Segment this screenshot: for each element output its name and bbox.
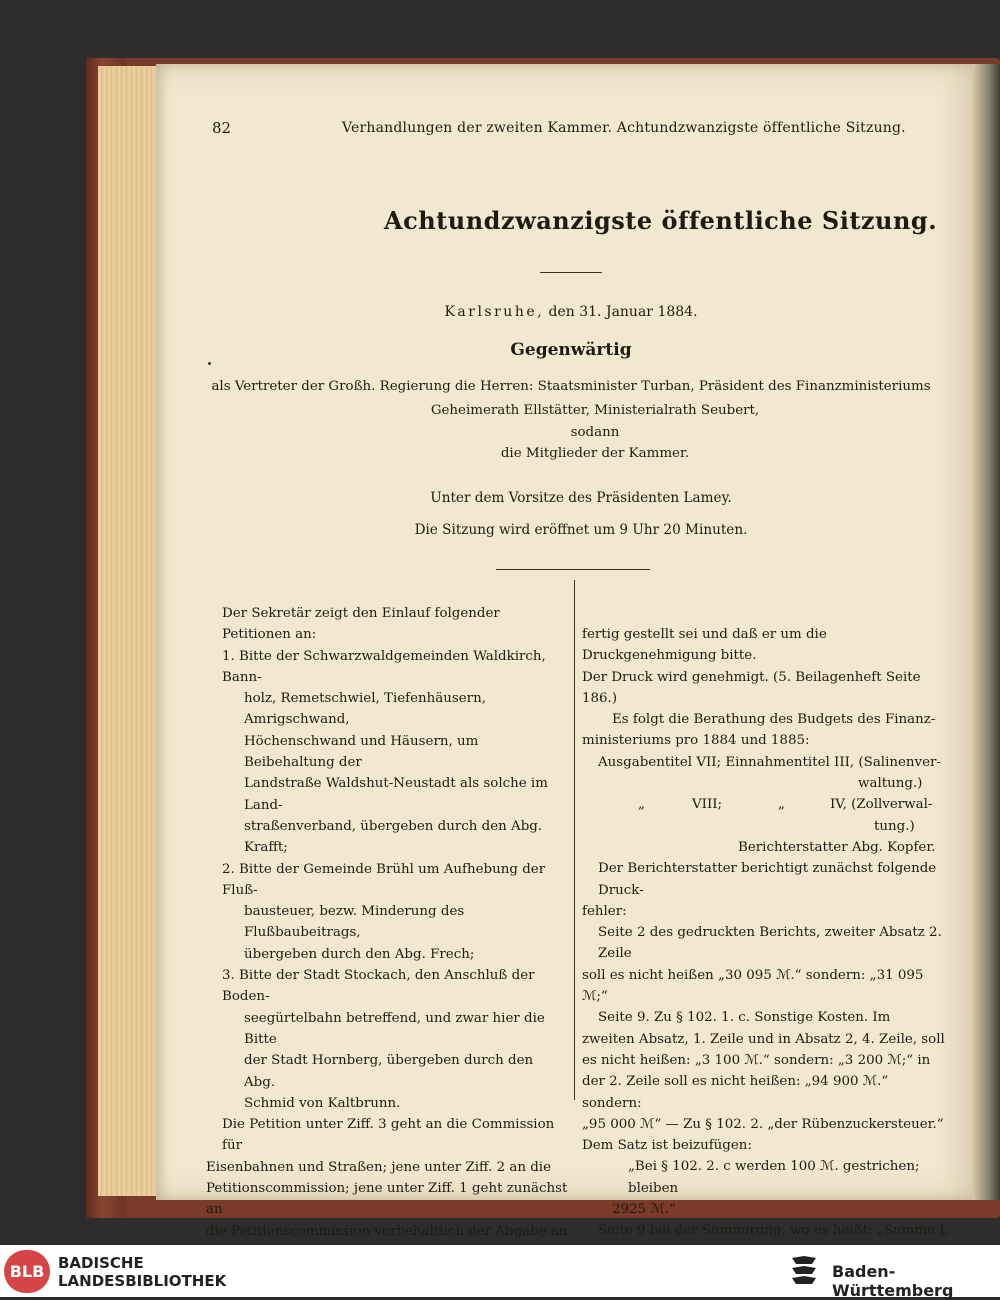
date-place: Karlsruhe,	[444, 304, 545, 320]
petition-1-line: Landstraße Waldshut-Neustadt als solche im Land-	[244, 776, 548, 813]
petition-1-line: holz, Remetschwiel, Tiefenhäusern, Amrigschwand,	[244, 691, 486, 728]
reporter-line: Berichterstatter Abg. Kopfer.	[738, 839, 936, 855]
text-line: „95 000 ℳ“ — Zu § 102. 2. „der Rübenzuckersteuer.“	[582, 1116, 944, 1132]
text-line: Dem Satz ist beizufügen:	[582, 1138, 752, 1154]
page-number: 82	[212, 119, 232, 137]
text-line: der 2. Zeile soll es nicht heißen: „94 900 ℳ.“ sondern:	[582, 1074, 889, 1111]
ditto-mark: „	[638, 797, 645, 813]
running-header: Verhandlungen der zweiten Kammer. Achtundzwanzigste öffentliche Sitzung.	[342, 120, 906, 136]
text-line: fehler:	[582, 903, 627, 919]
present-line-1: als Vertreter der Großh. Regierung die Herren: Staatsminister Turban, Präsident des Finanzministeriums	[211, 379, 931, 394]
petition-3-line: der Stadt Hornberg, übergeben durch den Abg.	[244, 1053, 534, 1090]
present-line-4: die Mitglieder der Kammer.	[500, 446, 690, 461]
title-row	[582, 794, 952, 815]
text-line: 2925 ℳ.“	[612, 1202, 676, 1218]
page-gutter	[972, 64, 1000, 1200]
text-line: Der Berichterstatter berichtigt zunächst folgende Druck-	[598, 861, 937, 898]
text-line: Seite 2 des gedruckten Berichts, zweiter Absatz 2. Zeile	[598, 925, 942, 962]
text-line: Die Petition unter Ziff. 3 geht an die Commission für	[222, 1117, 555, 1154]
blb-logo[interactable]: BLB	[4, 1250, 50, 1293]
petition-1-line: 1. Bitte der Schwarzwaldgemeinden Waldkirch, Bann-	[222, 648, 546, 685]
petition-3-line: 3. Bitte der Stadt Stockach, den Anschluß der Boden-	[222, 968, 535, 1005]
title-rule	[540, 272, 602, 273]
text-line: zweiten Absatz, 1. Zeile und in Absatz 2, 4. Zeile, soll	[582, 1031, 945, 1047]
text-line: Petitionscommission; jene unter Ziff. 1 geht zunächst an	[206, 1181, 568, 1218]
present-line-2: Geheimerath Ellstätter, Ministerialrath Seubert,	[430, 403, 760, 418]
present-heading: Gegenwärtig	[510, 340, 632, 360]
petition-1-line: Höchenschwand und Häusern, um Beibehaltung der	[244, 733, 479, 771]
library-name-line-2: LANDESBIBLIOTHEK	[58, 1272, 227, 1290]
present-line-3: sodann	[570, 425, 620, 440]
text-line: soll es nicht heißen „30 095 ℳ.“ sondern: „31 095 ℳ;“	[582, 967, 924, 1005]
petition-1-line: straßenverband, übergeben durch den Abg. Krafft;	[244, 818, 543, 856]
date-text: den 31. Januar 1884.	[548, 304, 698, 320]
text-line: tung.)	[874, 818, 915, 834]
column-divider	[574, 580, 575, 1100]
lions-crest-icon	[790, 1254, 818, 1288]
chair-line: Unter dem Vorsitze des Präsidenten Lamey.	[430, 490, 732, 506]
text-line: es nicht heißen: „3 100 ℳ.“ sondern: „3 200 ℳ;“ in	[582, 1052, 931, 1068]
page-edges	[98, 66, 160, 1196]
state-logo-text[interactable]: Baden-Württemberg	[832, 1262, 954, 1300]
text-line: fertig gestellt sei und daß er um die Druckgenehmigung bitte.	[582, 627, 827, 664]
text-line: Seite 9 bei der Summirung, wo es heißt: „Summe I,	[598, 1223, 949, 1239]
text-line: Ausgabentitel VII; Einnahmentitel III, (Salinenver-	[598, 754, 941, 770]
petition-2-line: 2. Bitte der Gemeinde Brühl um Aufhebung der Fluß-	[222, 861, 546, 898]
opening-line: Die Sitzung wird eröffnet um 9 Uhr 20 Minuten.	[414, 522, 748, 538]
text-line: Es folgt die Berathung des Budgets des Finanz-	[612, 712, 936, 728]
petition-3-line: Schmid von Kaltbrunn.	[244, 1095, 401, 1111]
session-title: Achtundzwanzigste öffentliche Sitzung.	[384, 206, 938, 235]
text-line: Der Sekretär zeigt den Einlauf folgender Petitionen an:	[222, 606, 500, 643]
date-line	[206, 304, 936, 320]
text-line: Der Druck wird genehmigt. (5. Beilagenheft Seite 186.)	[582, 669, 921, 706]
section-rule	[496, 569, 650, 570]
text-line: „Bei § 102. 2. c werden 100 ℳ. gestrichen; bleiben	[628, 1159, 920, 1196]
ink-dot	[208, 362, 211, 365]
text-line: Seite 9. Zu § 102. 1. c. Sonstige Kosten. Im	[598, 1010, 891, 1026]
ditto-mark: „	[778, 797, 785, 813]
library-name[interactable]	[58, 1254, 226, 1290]
title-number: VIII;	[692, 797, 723, 813]
right-column	[582, 624, 952, 1245]
title-number: IV, (Zollverwal-	[830, 797, 933, 813]
text-line: ministeriums pro 1884 und 1885:	[582, 733, 810, 749]
text-line: die Petitionscommission vorbehaltlich der Abgabe an	[206, 1223, 568, 1239]
petition-2-line: übergeben durch den Abg. Frech;	[244, 946, 475, 962]
left-column	[206, 603, 568, 1245]
petition-2-line: bausteuer, bezw. Minderung des Flußbaubeitrags,	[244, 904, 465, 941]
library-name-line-1: BADISCHE	[58, 1254, 144, 1272]
text-line: Eisenbahnen und Straßen; jene unter Ziff. 2 an die	[206, 1159, 552, 1175]
petition-3-line: seegürtelbahn betreffend, und zwar hier die Bitte	[244, 1010, 545, 1047]
text-line: waltung.)	[858, 776, 923, 792]
